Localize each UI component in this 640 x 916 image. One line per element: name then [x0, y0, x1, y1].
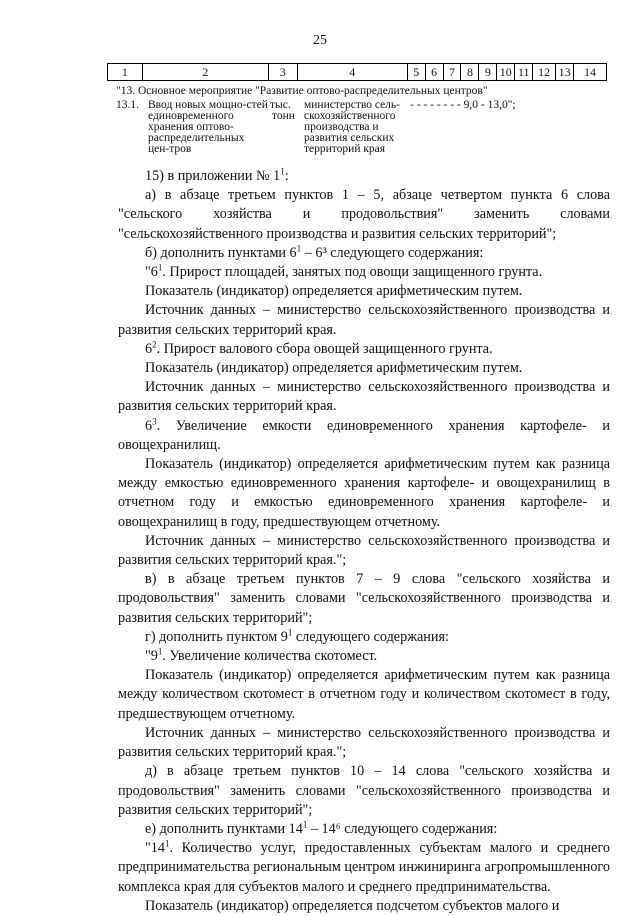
paragraph-text: в) в абзаце третьем пунктов 7 – 9 слова "сельского хозяйства и продовольствия" заменить словами "сельскохозяйственного производства и развития сельских территорий";: [118, 571, 610, 626]
superscript: 1: [302, 819, 308, 830]
paragraph: [118, 724, 610, 762]
paragraph-text: . Прирост валового сбора овощей защищенного грунта.: [156, 340, 493, 357]
paragraph-text: Показатель (индикатор) определяется арифметическим путем как разница между количеством скотомест в отчетном году и количеством скотомест в году, предшествующем отчетному.: [118, 667, 610, 722]
paragraph: [118, 628, 610, 647]
superscript: 1: [157, 262, 163, 273]
paragraph: [118, 455, 610, 532]
column-number-cell: 9: [479, 64, 497, 81]
page-number: 25: [313, 33, 327, 48]
row-13-heading: "13. Основное мероприятие "Развитие оптово-распределительных центров": [116, 85, 488, 97]
paragraph-text: . Прирост площадей, занятых под овощи защищенного грунта.: [162, 264, 543, 281]
paragraph-text: Источник данных – министерство сельскохозяйственного производства и развития сельских территорий края.: [118, 379, 610, 415]
paragraph: [118, 186, 610, 244]
paragraph-text: д) в абзаце третьем пунктов 10 – 14 слова "сельского хозяйства и продовольствия" заменить словами "сельскохозяйственного производства и развития сельских территорий";: [118, 763, 610, 818]
paragraph: [118, 244, 610, 263]
paragraph-text: – 14⁶ следующего содержания:: [307, 820, 498, 837]
paragraph-text: . Увеличение количества скотомест.: [162, 648, 378, 665]
paragraph: [118, 263, 610, 282]
superscript: 2: [152, 339, 157, 350]
paragraph: [118, 167, 610, 186]
paragraph-text: . Количество услуг, предоставленных субъектам малого и среднего предпринимательства региональным центром инжиниринга агропромышленного комплекса края для субъектов малого и среднего предпринимательства.: [118, 840, 610, 895]
paragraph-text: Показатель (индикатор) определяется арифметическим путем.: [145, 360, 523, 377]
paragraph: [118, 897, 610, 916]
row-13-1-number: 13.1.: [116, 99, 139, 111]
paragraph: [118, 532, 610, 570]
column-number-cell: 12: [533, 64, 556, 81]
paragraph-text: Источник данных – министерство сельскохозяйственного производства и развития сельских территорий края.: [118, 302, 610, 338]
row-13-1-unit-2: тонн: [272, 110, 295, 122]
column-number-cell: 6: [425, 64, 443, 81]
paragraph: [118, 378, 610, 416]
paragraph-text: Источник данных – министерство сельскохозяйственного производства и развития сельских территорий края.";: [118, 724, 610, 761]
column-number-row: [108, 64, 607, 81]
superscript: 1: [164, 838, 170, 849]
column-number-cell: 5: [407, 64, 425, 81]
paragraph-text: "14: [145, 840, 165, 857]
column-number-cell: 11: [515, 64, 533, 81]
paragraph: [118, 301, 610, 339]
row-13-1-values: - - - - - - - - 9,0 - 13,0";: [410, 99, 516, 111]
column-number-cell: 14: [574, 64, 607, 81]
body-text: [118, 167, 610, 916]
paragraph: [118, 570, 610, 628]
paragraph-text: :: [284, 168, 289, 184]
superscript: 1: [296, 243, 302, 254]
paragraph-text: Показатель (индикатор) определяется арифметическим путем.: [145, 283, 523, 300]
paragraph: [118, 839, 610, 897]
superscript: 3: [152, 415, 157, 426]
superscript: 1: [287, 627, 293, 638]
column-number-cell: 3: [268, 64, 297, 81]
paragraph: [118, 762, 610, 820]
superscript: 1: [157, 646, 163, 657]
paragraph-text: 15) в приложении № 1: [145, 168, 281, 184]
column-number-cell: 1: [108, 64, 143, 81]
paragraph-text: а) в абзаце третьем пунктов 1 – 5, абзаце четвертом пункта 6 слова "сельского хозяйства и продовольствия" заменить словами "сельскохозяйственного производства и развития сельских территорий";: [118, 187, 610, 242]
paragraph-text: Показатель (индикатор) определяется арифметическим путем как разница между емкостью единовременного хранения картофеле- и овощехранилищ в отчетном году и емкостью единовременного хранения картофеле- и овощехранилищ в году, предшествующем отчетному.: [118, 456, 610, 530]
row-13-1-name: Ввод новых мощно-стей единовременного хранения оптово-распределительных цен-тров: [148, 99, 268, 155]
paragraph-text: . Увеличение емкости единовременного хранения картофеле- и овощехранилищ.: [118, 417, 610, 453]
column-number-cell: 7: [443, 64, 461, 81]
paragraph-text: 6: [145, 340, 153, 357]
paragraph: [118, 417, 610, 455]
paragraph: [118, 647, 610, 666]
paragraph: [118, 820, 610, 839]
row-13-1-unit: тыс.: [270, 99, 291, 111]
paragraph: [118, 359, 610, 378]
paragraph: [118, 282, 610, 301]
superscript: 1: [280, 166, 285, 177]
paragraph-text: "9: [145, 648, 158, 665]
column-number-cell: 2: [142, 64, 268, 81]
paragraph: [118, 666, 610, 724]
column-number-cell: 10: [497, 64, 515, 81]
column-number-table: [107, 63, 607, 81]
paragraph-text: "6: [145, 264, 158, 281]
paragraph-text: Показатель (индикатор) определяется подсчетом субъектов малого и: [145, 897, 560, 914]
paragraph-text: 6: [145, 417, 153, 434]
paragraph-text: Источник данных – министерство сельскохозяйственного производства и развития сельских территорий края.";: [118, 532, 610, 569]
paragraph-text: следующего содержания:: [292, 628, 449, 645]
paragraph-text: – 6³ следующего содержания:: [301, 244, 484, 261]
paragraph: [118, 340, 610, 359]
row-13-1-executor: министерство сель-скохозяйственного производства и развития сельских территорий края: [304, 99, 400, 155]
column-number-cell: 8: [461, 64, 479, 81]
paragraph-text: г) дополнить пунктом 9: [145, 628, 288, 645]
paragraph-text: е) дополнить пунктами 14: [145, 820, 303, 837]
column-number-cell: 4: [297, 64, 407, 81]
column-number-cell: 13: [556, 64, 574, 81]
paragraph-text: б) дополнить пунктами 6: [145, 244, 297, 261]
